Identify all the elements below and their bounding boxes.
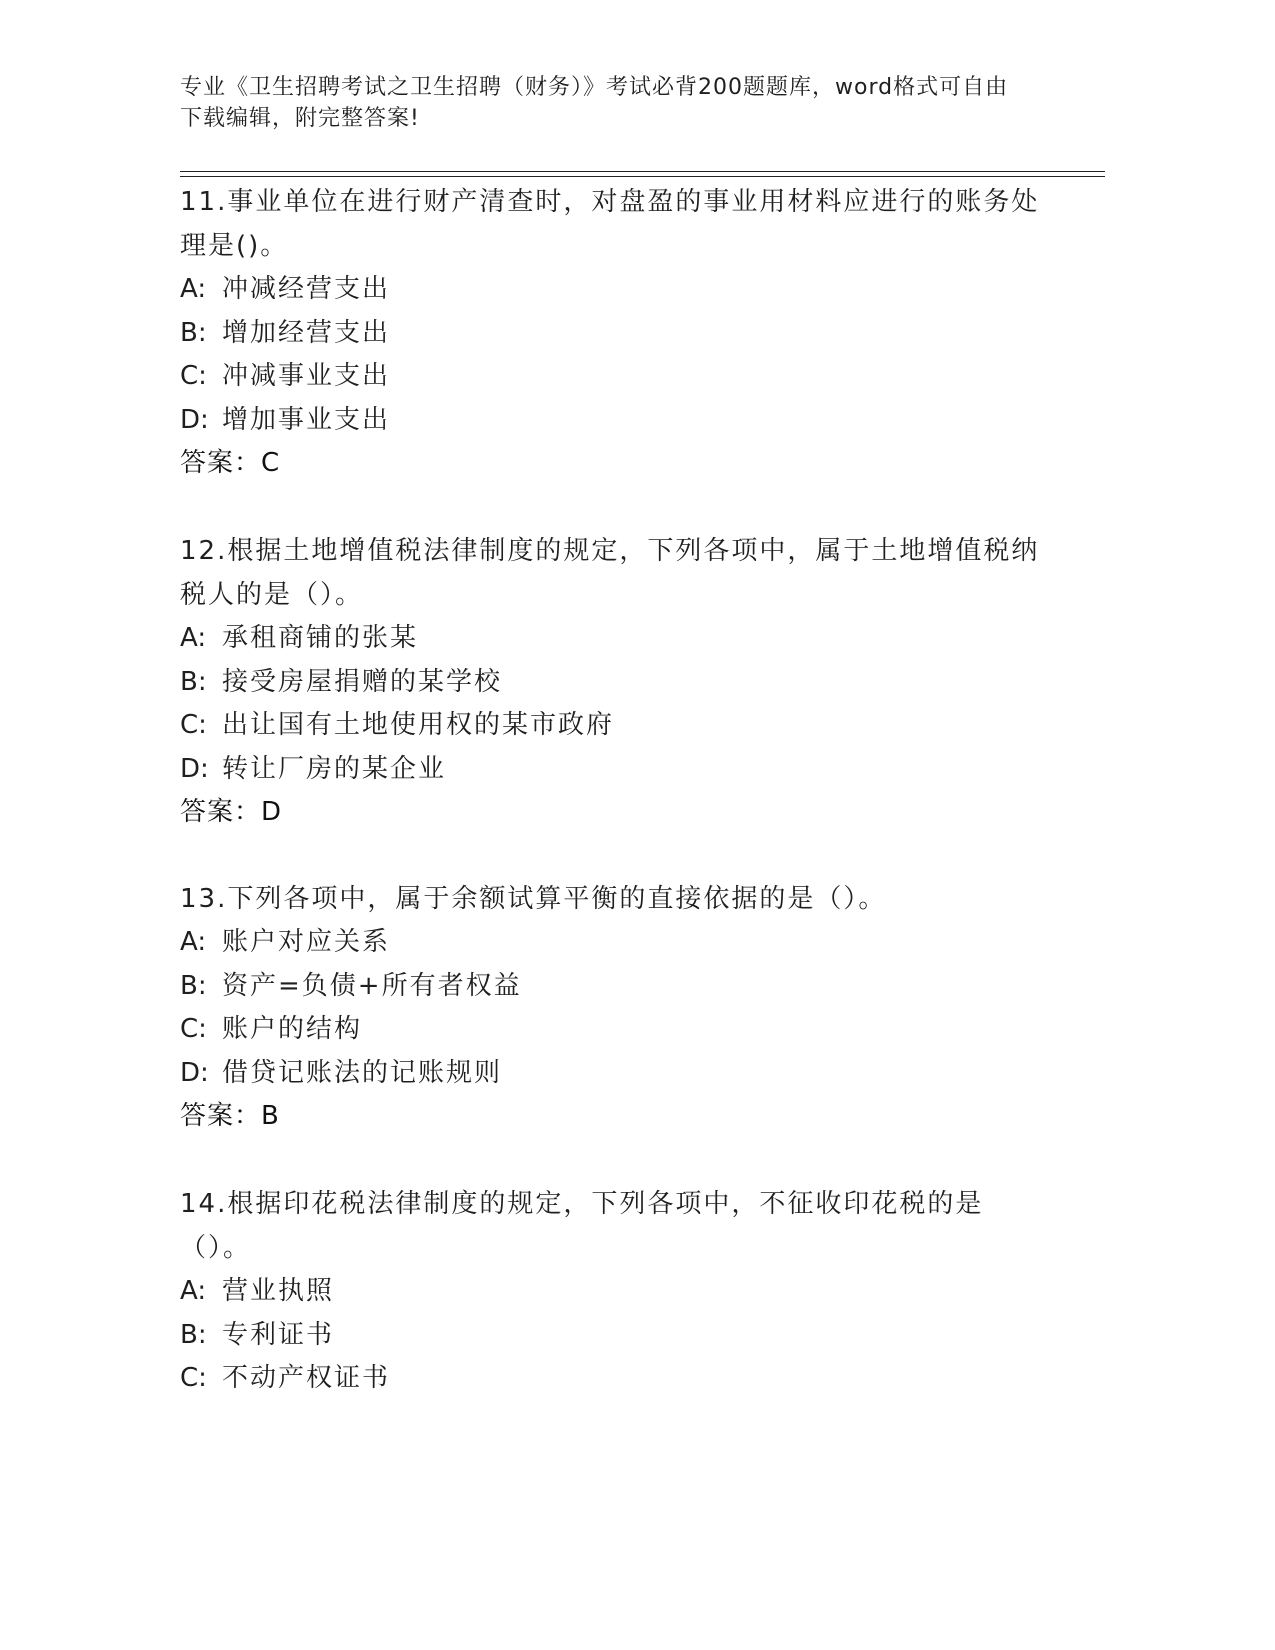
option-text: 出让国有土地使用权的某市政府 bbox=[222, 710, 615, 740]
option-key: C: bbox=[180, 1363, 207, 1393]
option-text: 承租商铺的张某 bbox=[222, 623, 419, 653]
question-stem: 11.事业单位在进行财产清查时，对盘盈的事业用材料应进行的账务处理是()。 bbox=[180, 187, 1040, 261]
option-b bbox=[180, 1314, 1040, 1358]
question-11 bbox=[180, 180, 1040, 486]
option-text: 增加经营支出 bbox=[222, 317, 391, 348]
option-a bbox=[180, 617, 1040, 661]
option-key: D: bbox=[180, 1057, 209, 1088]
option-b bbox=[180, 661, 1040, 705]
option-key: D: bbox=[180, 404, 209, 435]
option-text: 不动产权证书 bbox=[222, 1363, 391, 1393]
option-c bbox=[180, 355, 1040, 399]
question-stem: 14.根据印花税法律制度的规定，下列各项中，不征收印花税的是（）。 bbox=[180, 1189, 984, 1263]
option-key: A: bbox=[180, 623, 207, 653]
option-a bbox=[180, 921, 1040, 965]
answer-line: 答案：D bbox=[180, 797, 283, 827]
option-key: B: bbox=[180, 970, 207, 1001]
answer-line: 答案：B bbox=[180, 1101, 280, 1131]
option-text: 冲减经营支出 bbox=[222, 274, 391, 304]
document-header: 专业《卫生招聘考试之卫生招聘（财务）》考试必背200题题库，word格式可自由下载编辑，附完整答案! bbox=[180, 75, 1009, 131]
option-key: A: bbox=[180, 274, 207, 304]
option-key: A: bbox=[180, 1276, 207, 1306]
answer-line: 答案：C bbox=[180, 448, 281, 478]
option-c bbox=[180, 704, 1040, 748]
option-text: 账户对应关系 bbox=[222, 927, 391, 957]
option-text: 资产=负债+所有者权益 bbox=[222, 970, 522, 1001]
question-14 bbox=[180, 1182, 1040, 1401]
option-text: 接受房屋捐赠的某学校 bbox=[222, 666, 503, 697]
option-key: C: bbox=[180, 1014, 207, 1044]
option-key: C: bbox=[180, 361, 207, 391]
question-stem: 13.下列各项中，属于余额试算平衡的直接依据的是（）。 bbox=[180, 884, 887, 914]
option-c bbox=[180, 1357, 1040, 1401]
option-text: 账户的结构 bbox=[222, 1014, 363, 1044]
option-b bbox=[180, 312, 1040, 356]
question-12 bbox=[180, 529, 1040, 835]
option-key: B: bbox=[180, 666, 207, 697]
option-d bbox=[180, 399, 1040, 443]
option-key: B: bbox=[180, 317, 207, 348]
option-a bbox=[180, 1270, 1040, 1314]
option-text: 冲减事业支出 bbox=[222, 361, 391, 391]
option-d bbox=[180, 748, 1040, 792]
option-a bbox=[180, 268, 1040, 312]
option-key: A: bbox=[180, 927, 207, 957]
option-key: D: bbox=[180, 753, 209, 784]
option-b bbox=[180, 965, 1040, 1009]
question-stem: 12.根据土地增值税法律制度的规定，下列各项中，属于土地增值税纳税人的是（）。 bbox=[180, 536, 1040, 610]
question-13 bbox=[180, 877, 1040, 1139]
option-c bbox=[180, 1008, 1040, 1052]
option-text: 增加事业支出 bbox=[222, 404, 391, 435]
option-text: 借贷记账法的记账规则 bbox=[222, 1057, 503, 1088]
header-rule-bottom bbox=[180, 176, 1105, 177]
header-rule-top bbox=[180, 171, 1105, 172]
option-text: 专利证书 bbox=[222, 1319, 335, 1350]
option-d bbox=[180, 1052, 1040, 1096]
option-text: 转让厂房的某企业 bbox=[222, 753, 447, 784]
option-text: 营业执照 bbox=[222, 1276, 335, 1306]
option-key: C: bbox=[180, 710, 207, 740]
option-key: B: bbox=[180, 1319, 207, 1350]
